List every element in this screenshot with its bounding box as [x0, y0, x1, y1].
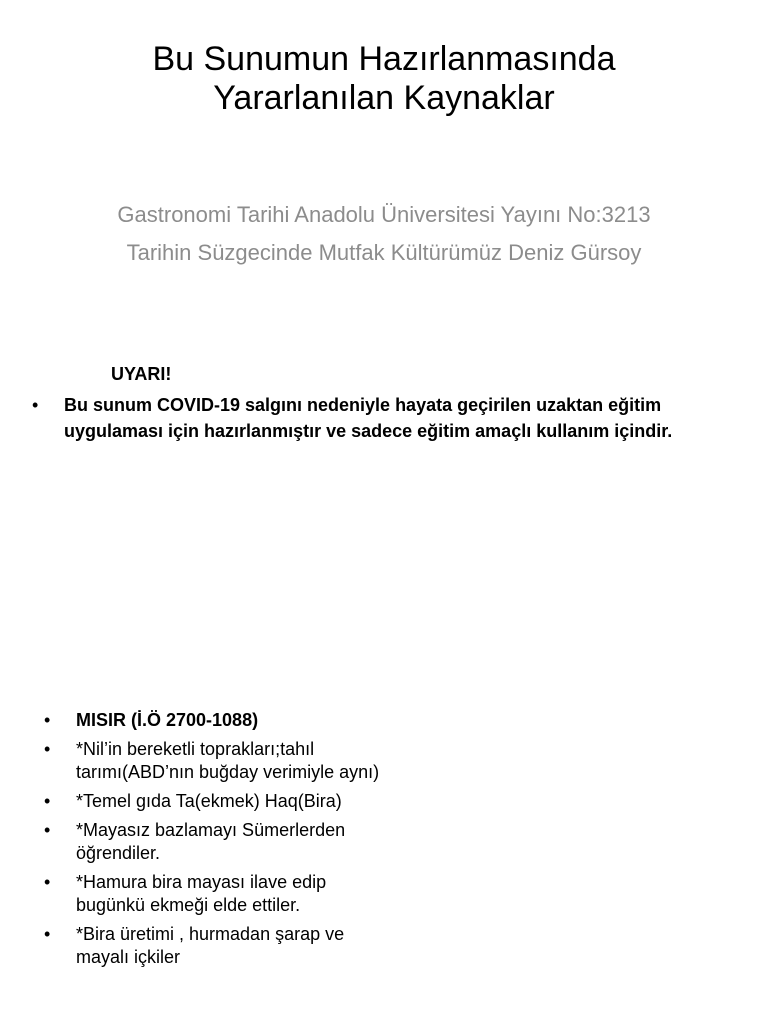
list-item — [44, 923, 384, 969]
bullet-icon: • — [44, 791, 51, 811]
bullet-icon: • — [44, 924, 51, 944]
list-item-text: *Bira üretimi , hurmadan şarap ve mayalı içkiler — [76, 924, 345, 967]
warning-text: Bu sunum COVID-19 salgını nedeniyle hayata geçirilen uzaktan eğitim uygulaması için hazırlanmıştır ve sadece eğitim amaçlı kullanım içindir. — [64, 395, 673, 441]
list-item — [44, 790, 384, 813]
list-item — [44, 819, 384, 865]
bullet-icon: • — [44, 820, 51, 840]
slide-title — [0, 40, 768, 118]
bullet-icon: • — [44, 872, 51, 892]
bullet-icon: • — [44, 710, 51, 730]
warning-list — [30, 392, 730, 444]
list-item-text: *Nil’in bereketli toprakları;tahıl tarımı(ABD’nın buğday verimiyle aynı) — [76, 739, 380, 782]
subtitle-line-2: Tarihin Süzgecinde Mutfak Kültürümüz Deniz Gürsoy — [126, 240, 642, 265]
egypt-bullet-list — [44, 709, 384, 975]
subtitle-line-1: Gastronomi Tarihi Anadolu Üniversitesi Yayını No:3213 — [117, 202, 651, 227]
title-line-1: Bu Sunumun Hazırlanmasında — [152, 40, 616, 78]
warning-bullet-item — [30, 392, 730, 444]
slide-subtitle — [0, 196, 768, 272]
list-item — [44, 709, 384, 732]
list-item-text: *Mayasız bazlamayı Sümerlerden öğrendiler. — [76, 820, 346, 863]
bullet-icon: • — [32, 395, 39, 415]
warning-heading: UYARI! — [111, 364, 172, 384]
list-item — [44, 871, 384, 917]
list-item-text: *Temel gıda Ta(ekmek) Haq(Bira) — [76, 791, 342, 811]
title-line-2: Yararlanılan Kaynaklar — [213, 79, 555, 117]
list-item-text: *Hamura bira mayası ilave edip bugünkü ekmeği elde ettiler. — [76, 872, 327, 915]
list-item-text: MISIR (İ.Ö 2700-1088) — [76, 710, 259, 730]
list-item — [44, 738, 384, 784]
bullet-icon: • — [44, 739, 51, 759]
